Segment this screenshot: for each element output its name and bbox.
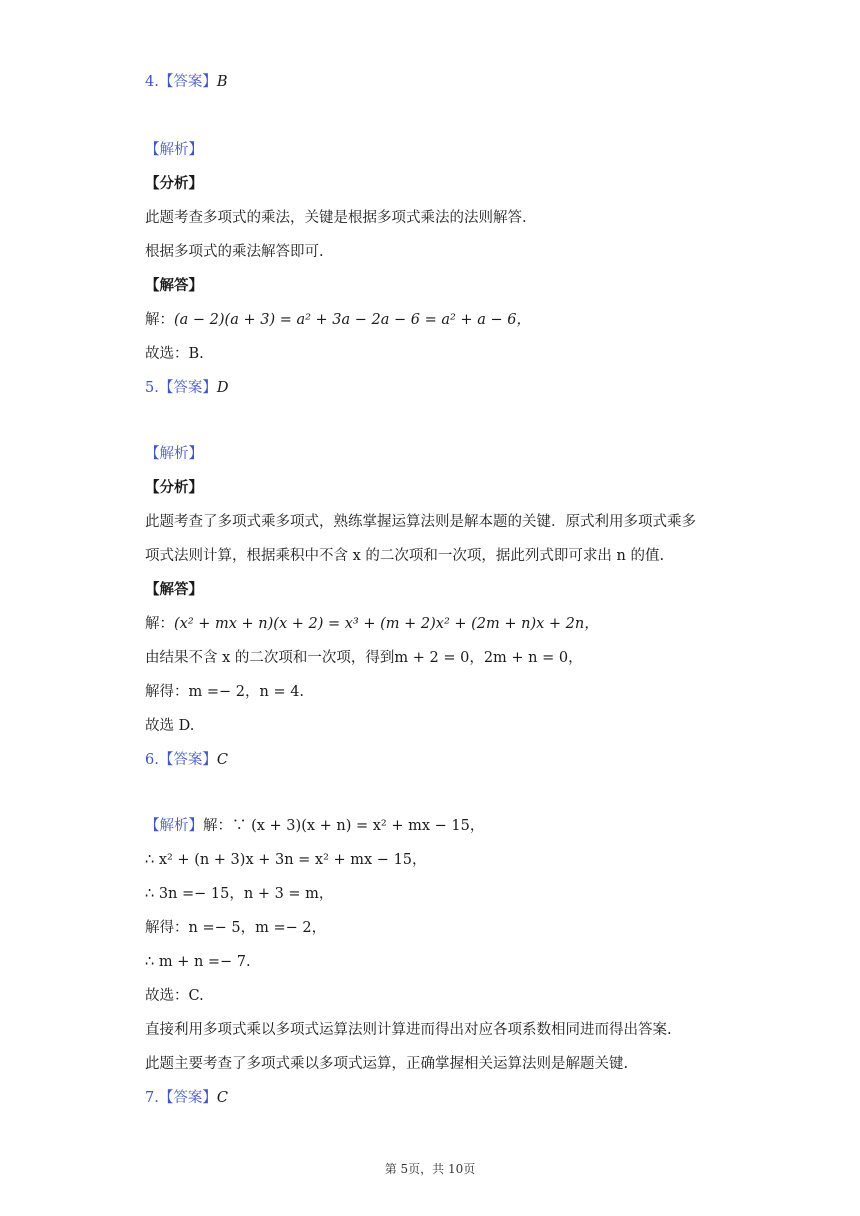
q4-solution (145, 310, 531, 330)
q7-answer-tag: 【答案】 (158, 1090, 217, 1106)
q5-line-2: 由结果不含 x 的二次项和一次项，得到m + 2 = 0，2m + n = 0， (145, 650, 583, 666)
q5-solution (145, 614, 599, 634)
q5-sol-expr: (x² + mx + n)(x + 2) = x³ + (m + 2)x² + (2m + n)x + 2n， (174, 616, 599, 632)
q7-answer: C (216, 1090, 228, 1106)
q7-answer-line (145, 1088, 228, 1108)
q5-sol-prefix: 解： (145, 616, 174, 632)
q7-number: 7. (145, 1090, 159, 1106)
q6-answer-line (145, 750, 228, 770)
page-footer: 第 5页，共 10页 (384, 1162, 476, 1176)
q4-fenxi-1: 此题考查多项式的乘法，关键是根据多项式乘法的法则解答. (145, 210, 527, 226)
q5-answer: D (216, 380, 229, 396)
q4-jieda-tag: 【解答】 (145, 277, 203, 294)
q6-line-5: ∴ m + n =− 7. (145, 954, 251, 970)
q4-fenxi-2: 根据多项式的乘法解答即可. (145, 244, 324, 260)
q6-answer-tag: 【答案】 (158, 752, 217, 768)
q6-line-3: ∴ 3n =− 15，n + 3 = m， (145, 886, 334, 902)
q6-analysis-tag: 【解析】 (145, 818, 203, 834)
q5-number: 5. (145, 380, 159, 396)
q5-answer-line (145, 378, 228, 398)
q5-analysis-tag: 【解析】 (145, 446, 203, 462)
q4-sol-prefix: 解： (145, 312, 174, 328)
q5-choose: 故选 D. (145, 718, 195, 734)
q6-number: 6. (145, 752, 159, 768)
q6-line-8: 此题主要考查了多项式乘以多项式运算，正确掌握相关运算法则是解题关键. (145, 1056, 629, 1072)
q6-line-4: 解得：n =− 5，m =− 2， (145, 920, 327, 936)
q5-fenxi-2: 项式法则计算，根据乘积中不含 x 的二次项和一次项，据此列式即可求出 n 的值. (145, 548, 665, 564)
q4-answer: B (216, 74, 228, 90)
q4-sol-expr: (a − 2)(a + 3) = a² + 3a − 2a − 6 = a² + a − 6， (174, 312, 531, 328)
q5-fenxi-tag: 【分析】 (145, 479, 203, 496)
q6-answer: C (216, 752, 228, 768)
q5-jieda-tag: 【解答】 (145, 581, 203, 598)
q4-choose: 故选：B. (145, 346, 204, 362)
q4-answer-line (145, 72, 228, 92)
q6-line-1: 解：∵ (x + 3)(x + n) = x² + mx − 15， (203, 818, 485, 834)
q6-line-2: ∴ x² + (n + 3)x + 3n = x² + mx − 15， (145, 852, 427, 868)
q5-answer-tag: 【答案】 (158, 380, 217, 396)
q6-line-7: 直接利用多项式乘以多项式运算法则计算进而得出对应各项系数相同进而得出答案. (145, 1022, 672, 1038)
q5-fenxi-1: 此题考查了多项式乘多项式，熟练掌握运算法则是解本题的关键．原式利用多项式乘多 (145, 514, 696, 530)
q4-analysis-tag: 【解析】 (145, 142, 203, 158)
q4-answer-tag: 【答案】 (158, 74, 217, 90)
q4-number: 4. (145, 74, 159, 90)
q5-line-3: 解得：m =− 2，n = 4. (145, 684, 305, 700)
q6-analysis-line (145, 816, 484, 836)
q4-fenxi-tag: 【分析】 (145, 175, 203, 192)
q6-line-6: 故选：C. (145, 988, 204, 1004)
